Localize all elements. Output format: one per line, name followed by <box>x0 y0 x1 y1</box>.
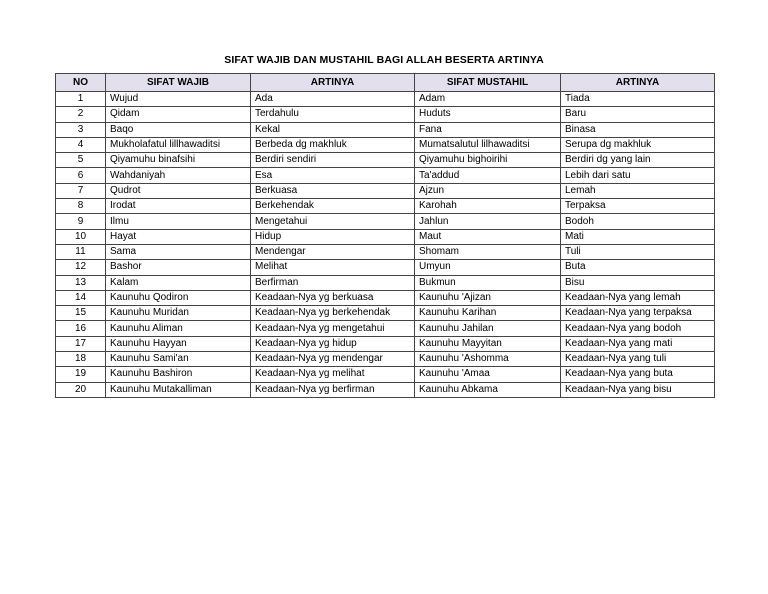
table-header-row <box>56 74 715 92</box>
cell-no: 10 <box>56 229 106 244</box>
cell-sifat-mustahil: Kaunuhu 'Ajizan <box>415 290 561 305</box>
cell-no: 8 <box>56 199 106 214</box>
cell-artinya-wajib: Berkehendak <box>251 199 415 214</box>
cell-artinya-wajib: Melihat <box>251 260 415 275</box>
cell-sifat-wajib: Qudrot <box>106 183 251 198</box>
cell-sifat-mustahil: Adam <box>415 92 561 107</box>
sifat-table <box>55 73 715 398</box>
cell-artinya-wajib: Berbeda dg makhluk <box>251 137 415 152</box>
cell-sifat-wajib: Hayat <box>106 229 251 244</box>
header-artinya-wajib: ARTINYA <box>251 74 415 92</box>
table-row <box>56 306 715 321</box>
table-row <box>56 92 715 107</box>
cell-sifat-mustahil: Kaunuhu Abkama <box>415 382 561 397</box>
table-row <box>56 367 715 382</box>
cell-artinya-mustahil: Keadaan-Nya yang terpaksa <box>561 306 715 321</box>
cell-artinya-mustahil: Baru <box>561 107 715 122</box>
cell-sifat-wajib: Kaunuhu Mutakalliman <box>106 382 251 397</box>
cell-artinya-mustahil: Keadaan-Nya yang tuli <box>561 352 715 367</box>
cell-artinya-wajib: Berdiri sendiri <box>251 153 415 168</box>
cell-sifat-wajib: Kaunuhu Qodiron <box>106 290 251 305</box>
cell-no: 15 <box>56 306 106 321</box>
cell-no: 6 <box>56 168 106 183</box>
cell-no: 5 <box>56 153 106 168</box>
cell-artinya-wajib: Keadaan-Nya yg berkehendak <box>251 306 415 321</box>
cell-no: 7 <box>56 183 106 198</box>
header-artinya-mustahil: ARTINYA <box>561 74 715 92</box>
cell-artinya-wajib: Berkuasa <box>251 183 415 198</box>
cell-artinya-wajib: Keadaan-Nya yg mendengar <box>251 352 415 367</box>
table-row <box>56 260 715 275</box>
cell-sifat-wajib: Wujud <box>106 92 251 107</box>
cell-artinya-mustahil: Berdiri dg yang lain <box>561 153 715 168</box>
cell-artinya-wajib: Terdahulu <box>251 107 415 122</box>
cell-artinya-wajib: Keadaan-Nya yg berkuasa <box>251 290 415 305</box>
cell-sifat-mustahil: Mumatsalutul lilhawaditsi <box>415 137 561 152</box>
cell-no: 4 <box>56 137 106 152</box>
cell-artinya-wajib: Berfirman <box>251 275 415 290</box>
cell-artinya-wajib: Mengetahui <box>251 214 415 229</box>
cell-artinya-mustahil: Lemah <box>561 183 715 198</box>
cell-no: 20 <box>56 382 106 397</box>
cell-no: 1 <box>56 92 106 107</box>
table-body <box>56 92 715 398</box>
cell-artinya-mustahil: Lebih dari satu <box>561 168 715 183</box>
cell-artinya-mustahil: Terpaksa <box>561 199 715 214</box>
cell-sifat-wajib: Mukholafatul lillhawaditsi <box>106 137 251 152</box>
cell-sifat-wajib: Kaunuhu Hayyan <box>106 336 251 351</box>
cell-artinya-wajib: Keadaan-Nya yg melihat <box>251 367 415 382</box>
cell-sifat-wajib: Qidam <box>106 107 251 122</box>
table-row <box>56 168 715 183</box>
cell-artinya-wajib: Keadaan-Nya yg mengetahui <box>251 321 415 336</box>
cell-artinya-mustahil: Keadaan-Nya yang bodoh <box>561 321 715 336</box>
cell-no: 3 <box>56 122 106 137</box>
cell-artinya-wajib: Esa <box>251 168 415 183</box>
cell-sifat-wajib: Sama <box>106 244 251 259</box>
cell-no: 18 <box>56 352 106 367</box>
header-no: NO <box>56 74 106 92</box>
cell-artinya-mustahil: Tuli <box>561 244 715 259</box>
cell-artinya-wajib: Ada <box>251 92 415 107</box>
cell-sifat-mustahil: Jahlun <box>415 214 561 229</box>
cell-artinya-mustahil: Keadaan-Nya yang bisu <box>561 382 715 397</box>
cell-sifat-wajib: Kaunuhu Muridan <box>106 306 251 321</box>
cell-artinya-mustahil: Keadaan-Nya yang buta <box>561 367 715 382</box>
cell-artinya-wajib: Mendengar <box>251 244 415 259</box>
cell-sifat-wajib: Ilmu <box>106 214 251 229</box>
cell-sifat-mustahil: Shomam <box>415 244 561 259</box>
cell-sifat-mustahil: Maut <box>415 229 561 244</box>
table-row <box>56 107 715 122</box>
cell-artinya-mustahil: Mati <box>561 229 715 244</box>
table-row <box>56 183 715 198</box>
table-row <box>56 199 715 214</box>
cell-artinya-mustahil: Keadaan-Nya yang mati <box>561 336 715 351</box>
cell-artinya-mustahil: Tiada <box>561 92 715 107</box>
table-row <box>56 336 715 351</box>
table-row <box>56 229 715 244</box>
cell-no: 9 <box>56 214 106 229</box>
table-row <box>56 352 715 367</box>
cell-artinya-mustahil: Keadaan-Nya yang lemah <box>561 290 715 305</box>
cell-sifat-mustahil: Kaunuhu Jahilan <box>415 321 561 336</box>
cell-sifat-mustahil: Fana <box>415 122 561 137</box>
table-row <box>56 275 715 290</box>
cell-artinya-mustahil: Buta <box>561 260 715 275</box>
table-row <box>56 382 715 397</box>
cell-sifat-mustahil: Qiyamuhu bighoirihi <box>415 153 561 168</box>
header-sifat-mustahil: SIFAT MUSTAHIL <box>415 74 561 92</box>
cell-artinya-mustahil: Bodoh <box>561 214 715 229</box>
table-row <box>56 137 715 152</box>
cell-no: 12 <box>56 260 106 275</box>
cell-sifat-mustahil: Ta'addud <box>415 168 561 183</box>
cell-no: 19 <box>56 367 106 382</box>
cell-sifat-wajib: Baqo <box>106 122 251 137</box>
table-row <box>56 290 715 305</box>
cell-sifat-mustahil: Bukmun <box>415 275 561 290</box>
table-row <box>56 321 715 336</box>
cell-no: 13 <box>56 275 106 290</box>
cell-sifat-mustahil: Umyun <box>415 260 561 275</box>
cell-sifat-wajib: Kalam <box>106 275 251 290</box>
cell-sifat-mustahil: Kaunuhu Karihan <box>415 306 561 321</box>
cell-no: 11 <box>56 244 106 259</box>
table-row <box>56 214 715 229</box>
cell-artinya-mustahil: Bisu <box>561 275 715 290</box>
table-row <box>56 153 715 168</box>
cell-sifat-wajib: Kaunuhu Bashiron <box>106 367 251 382</box>
cell-sifat-wajib: Kaunuhu Aliman <box>106 321 251 336</box>
header-sifat-wajib: SIFAT WAJIB <box>106 74 251 92</box>
cell-sifat-mustahil: Kaunuhu 'Amaa <box>415 367 561 382</box>
page-title: SIFAT WAJIB DAN MUSTAHIL BAGI ALLAH BESERTA ARTINYA <box>224 54 544 66</box>
cell-sifat-wajib: Kaunuhu Sami'an <box>106 352 251 367</box>
cell-sifat-mustahil: Huduts <box>415 107 561 122</box>
cell-no: 2 <box>56 107 106 122</box>
table-row <box>56 122 715 137</box>
cell-no: 16 <box>56 321 106 336</box>
cell-artinya-mustahil: Serupa dg makhluk <box>561 137 715 152</box>
cell-sifat-wajib: Wahdaniyah <box>106 168 251 183</box>
table-row <box>56 244 715 259</box>
cell-artinya-mustahil: Binasa <box>561 122 715 137</box>
cell-sifat-wajib: Irodat <box>106 199 251 214</box>
cell-sifat-mustahil: Ajzun <box>415 183 561 198</box>
cell-sifat-wajib: Qiyamuhu binafsihi <box>106 153 251 168</box>
cell-artinya-wajib: Kekal <box>251 122 415 137</box>
cell-artinya-wajib: Keadaan-Nya yg hidup <box>251 336 415 351</box>
cell-sifat-mustahil: Kaunuhu 'Ashomma <box>415 352 561 367</box>
cell-sifat-mustahil: Karohah <box>415 199 561 214</box>
cell-sifat-mustahil: Kaunuhu Mayyitan <box>415 336 561 351</box>
cell-no: 14 <box>56 290 106 305</box>
cell-sifat-wajib: Bashor <box>106 260 251 275</box>
cell-artinya-wajib: Keadaan-Nya yg berfirman <box>251 382 415 397</box>
cell-artinya-wajib: Hidup <box>251 229 415 244</box>
cell-no: 17 <box>56 336 106 351</box>
